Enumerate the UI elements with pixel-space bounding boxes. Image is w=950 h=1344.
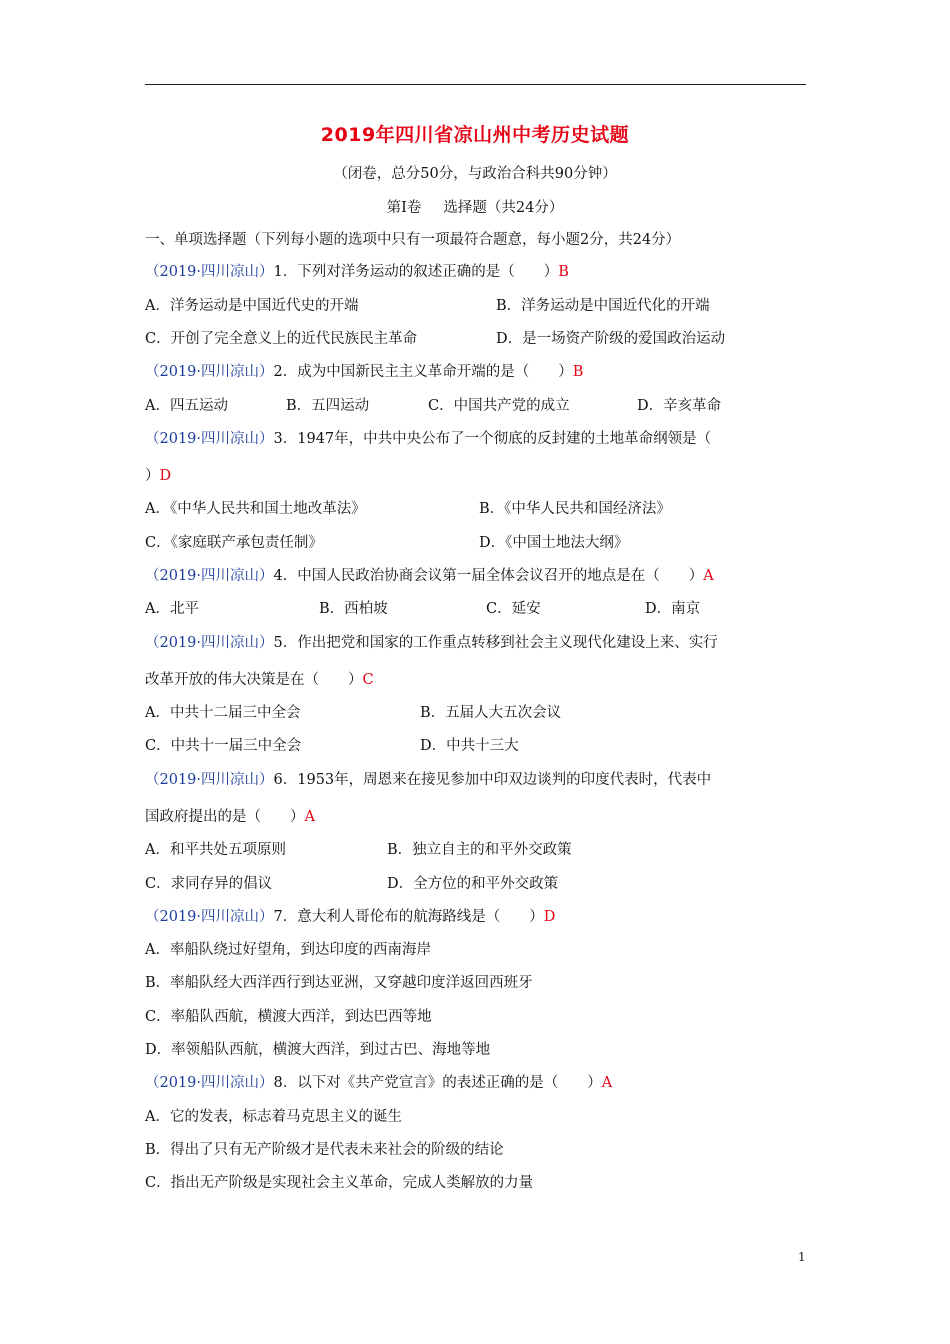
option-c: C．开创了完全意义上的近代民族民主革命	[145, 331, 418, 347]
part-title: 第Ⅰ卷	[386, 200, 422, 216]
question-source: （2019·四川凉山）	[145, 635, 274, 651]
question-5-stem	[145, 633, 718, 653]
option-d: D．率领船队西航，横渡大西洋，到过古巴、海地等地	[145, 1042, 491, 1058]
question-source: （2019·四川凉山）	[145, 364, 274, 380]
option-d: D．中共十三大	[420, 738, 519, 754]
option-a: A．它的发表，标志着马克思主义的诞生	[145, 1109, 402, 1125]
answer-key: A	[601, 1075, 613, 1091]
option-b: B．五届人大五次会议	[420, 705, 562, 721]
answer-key: A	[703, 568, 714, 584]
question-text-cont: ）	[145, 468, 160, 484]
option-b: B．得出了只有无产阶级才是代表未来社会的阶级的结论	[145, 1142, 504, 1158]
question-text: 7．意大利人哥伦布的航海路线是（ ）	[273, 909, 544, 925]
option-a: A．洋务运动是中国近代史的开端	[145, 298, 359, 314]
option-c: C．指出无产阶级是实现社会主义革命，完成人类解放的力量	[145, 1175, 534, 1191]
question-5-stem-cont	[145, 670, 374, 690]
option-a: A．北平	[145, 601, 199, 617]
question-2-stem	[145, 362, 583, 382]
answer-key: A	[304, 809, 315, 825]
question-text: 4．中国人民政治协商会议第一届全体会议召开的地点是在（ ）	[273, 568, 704, 584]
option-a: A．中共十二届三中全会	[145, 705, 301, 721]
question-3-stem	[145, 429, 711, 449]
question-6-stem	[145, 770, 711, 790]
option-c: C．《家庭联产承包责任制》	[145, 535, 323, 551]
exam-subtitle: （闭卷，总分50分，与政治合科共90分钟）	[333, 166, 617, 182]
part-description: 选择题（共24分）	[443, 200, 564, 216]
question-8-stem	[145, 1073, 612, 1093]
option-c: C．率船队西航，横渡大西洋，到达巴西等地	[145, 1009, 432, 1025]
answer-key: B	[558, 264, 569, 280]
option-c: C．延安	[486, 601, 541, 617]
question-text: 5．作出把党和国家的工作重点转移到社会主义现代化建设上来、实行	[273, 635, 718, 651]
answer-key: D	[159, 468, 172, 484]
question-text: 1．下列对洋务运动的叙述正确的是（ ）	[273, 264, 559, 280]
question-6-stem-cont	[145, 807, 315, 827]
question-source: （2019·四川凉山）	[145, 431, 274, 447]
option-d: D．辛亥革命	[637, 398, 722, 414]
question-source: （2019·四川凉山）	[145, 909, 274, 925]
option-d: D．南京	[645, 601, 701, 617]
option-a: A．率船队绕过好望角，到达印度的西南海岸	[145, 942, 431, 958]
answer-key: D	[543, 909, 556, 925]
page-title: 2019年四川省凉山州中考历史试题	[320, 124, 630, 146]
question-text: 8．以下对《共产党宣言》的表述正确的是（ ）	[273, 1075, 602, 1091]
question-text: 2．成为中国新民主主义革命开端的是（ ）	[273, 364, 573, 380]
answer-key: C	[362, 672, 374, 688]
question-text: 3．1947年，中共中央公布了一个彻底的反封建的土地革命纲领是（	[273, 431, 712, 447]
option-b: B．《中华人民共和国经济法》	[479, 501, 671, 517]
option-d: D．是一场资产阶级的爱国政治运动	[496, 331, 726, 347]
part-heading	[0, 196, 950, 217]
question-source: （2019·四川凉山）	[145, 772, 274, 788]
question-text: 6．1953年，周恩来在接见参加中印双边谈判的印度代表时，代表中	[273, 772, 712, 788]
question-1-stem	[145, 262, 569, 282]
option-a: A．四五运动	[145, 398, 228, 414]
page-number: 1	[798, 1250, 806, 1264]
option-b: B．洋务运动是中国近代化的开端	[496, 298, 710, 314]
question-7-stem	[145, 907, 555, 927]
section-heading: 一、单项选择题（下列每小题的选项中只有一项最符合题意，每小题2分，共24分）	[145, 232, 681, 248]
question-source: （2019·四川凉山）	[145, 1075, 274, 1091]
option-c: C．求同存异的倡议	[145, 876, 273, 892]
option-a: A．《中华人民共和国土地改革法》	[145, 501, 366, 517]
option-a: A．和平共处五项原则	[145, 842, 286, 858]
option-b: B．率船队经大西洋西行到达亚洲，又穿越印度洋返回西班牙	[145, 975, 533, 991]
option-b: B．独立自主的和平外交政策	[387, 842, 572, 858]
question-source: （2019·四川凉山）	[145, 264, 274, 280]
option-b: B．西柏坡	[319, 601, 388, 617]
option-c: C．中国共产党的成立	[428, 398, 570, 414]
option-d: D．《中国土地法大纲》	[479, 535, 629, 551]
answer-key: B	[572, 364, 584, 380]
question-3-stem-cont	[145, 466, 171, 486]
option-b: B．五四运动	[286, 398, 370, 414]
question-text-cont: 国政府提出的是（ ）	[145, 809, 305, 825]
question-4-stem	[145, 566, 714, 586]
question-text-cont: 改革开放的伟大决策是在（ ）	[145, 672, 363, 688]
header-rule	[145, 84, 806, 85]
option-d: D．全方位的和平外交政策	[387, 876, 559, 892]
option-c: C．中共十一届三中全会	[145, 738, 302, 754]
question-source: （2019·四川凉山）	[145, 568, 274, 584]
